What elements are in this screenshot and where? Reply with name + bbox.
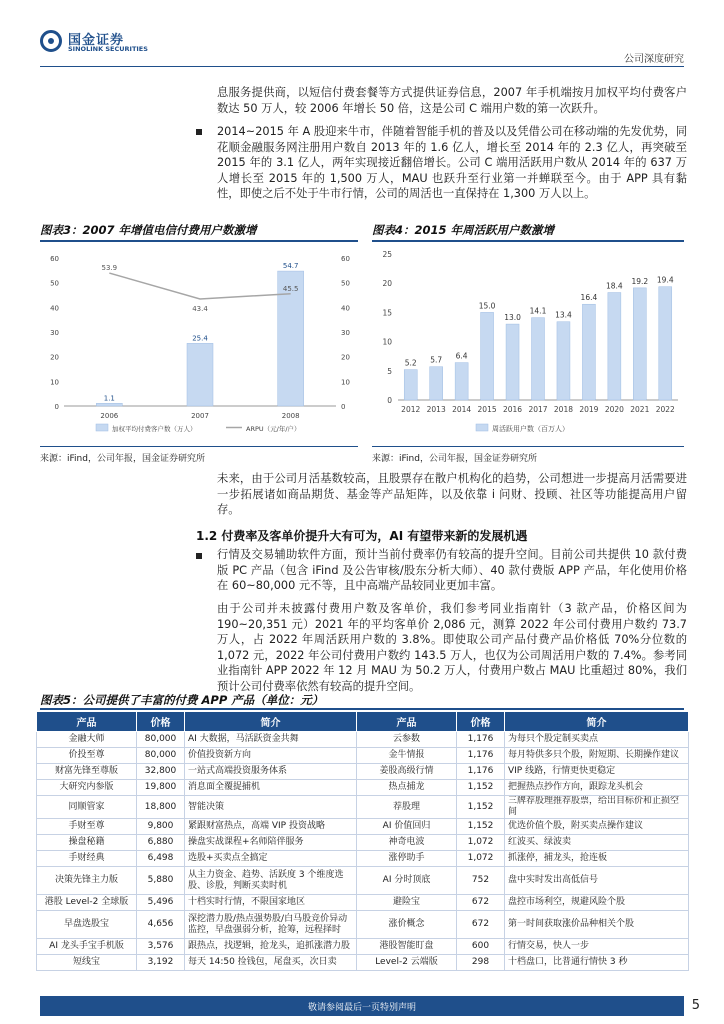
line-data-label: 53.9 [101, 264, 118, 273]
figure-3-title: 图表3：2007 年增值电信付费用户数激增 [40, 223, 257, 237]
bar [455, 363, 468, 400]
table-row [37, 748, 689, 764]
y-left-tick-label: 10 [50, 378, 59, 387]
product-name: 决策先锋主力版 [37, 867, 137, 895]
product-description: 智能决策 [185, 796, 357, 819]
body-paragraph-4: 行情及交易辅助软件方面，预计当前付费率仍有较高的提升空间。目前公司共提供 10 款付费版 PC 产品（包含 iFind 及公告审核/股东分析大师）、40 款付费版 APP 产品，年化使用价格在 60~80,000 元不等，且中高端产品较同业更加丰富。 [217, 548, 687, 592]
y-right-tick-label: 20 [341, 353, 350, 362]
x-tick-label: 2016 [502, 405, 523, 414]
y-left-tick-label: 20 [50, 353, 59, 362]
figure-5-title: 图表5：公司提供了丰富的付费 APP 产品（单位：元） [40, 693, 324, 707]
product-price: 672 [457, 895, 505, 911]
x-tick-label: 2017 [528, 405, 548, 414]
line-data-label: 45.5 [282, 284, 299, 293]
product-name: 避险宝 [357, 895, 457, 911]
x-tick-label: 2006 [100, 412, 119, 420]
body-paragraph-3: 未来，由于公司月活基数较高，且股票存在散户机构化的趋势，公司想进一步提高月活需要进一步拓展诸如商品期货、基金等产品矩阵，以及依靠 i 问财、投顾、社区等功能提高用户留存。 [217, 472, 687, 516]
product-description: 优选价值个股，附买卖点操作建议 [505, 819, 689, 835]
table-row [37, 835, 689, 851]
product-price: 1,176 [457, 732, 505, 748]
table-row [37, 955, 689, 971]
bar [557, 322, 570, 400]
product-name: 涨停助手 [357, 851, 457, 867]
line-data-label: 43.4 [192, 304, 208, 313]
table-row [37, 911, 689, 939]
y-left-tick-label: 40 [50, 304, 59, 313]
logo-english-name: SINOLINK SECURITIES [68, 45, 148, 53]
y-right-tick-label: 30 [341, 329, 350, 337]
product-description: 操盘实战课程+名师陪伴服务 [185, 835, 357, 851]
bar-data-label: 14.1 [529, 306, 547, 316]
y-right-tick-label: 60 [341, 255, 350, 263]
figure-3-source: 来源：iFind，公司年报，国金证券研究所 [40, 454, 205, 464]
product-description: 跟热点，找逻辑，抢龙头，追抓涨潜力股 [185, 939, 357, 955]
product-description: 选股+买卖点全搞定 [185, 851, 357, 867]
product-description: 为每只个股定制买卖点 [505, 732, 689, 748]
product-price: 1,152 [457, 796, 505, 819]
product-price: 4,656 [137, 911, 185, 939]
table-row [37, 939, 689, 955]
product-name: 财富先锋至尊版 [37, 764, 137, 780]
product-description: 第一时间获取涨价品种相关个股 [505, 911, 689, 939]
product-description: 盘控市场利空，规避风险个股 [505, 895, 689, 911]
product-name: 大研究内参版 [37, 780, 137, 796]
bar-data-label: 16.4 [580, 293, 598, 303]
y-tick-label: 20 [382, 279, 392, 289]
legend-label: 周活跃用户数（百万人） [492, 425, 569, 433]
product-name: 金牛情报 [357, 748, 457, 764]
legend-bar-label: 加权平均付费客户数（万人） [112, 425, 197, 433]
header-divider [40, 66, 684, 67]
product-name: 神奇电波 [357, 835, 457, 851]
product-description: 行情交易，快人一步 [505, 939, 689, 955]
sinolink-logo-icon [40, 30, 62, 52]
y-right-tick-label: 50 [341, 279, 350, 288]
header-product: 产品 [37, 712, 137, 732]
x-tick-label: 2020 [604, 405, 624, 414]
page-header [0, 0, 724, 70]
y-left-tick-label: 60 [50, 255, 59, 263]
product-price: 9,800 [137, 819, 185, 835]
bar-data-label: 19.2 [631, 276, 649, 286]
bar [532, 318, 545, 400]
sinolink-logo [40, 30, 170, 54]
bar-data-label: 1.1 [103, 394, 115, 403]
product-name: 手财经典 [37, 851, 137, 867]
product-description: 红波买、绿波卖 [505, 835, 689, 851]
bar-data-label: 5.7 [430, 355, 443, 365]
y-left-tick-label: 30 [50, 329, 59, 337]
product-price: 19,800 [137, 780, 185, 796]
bar [404, 370, 417, 400]
y-tick-label: 15 [382, 308, 392, 318]
section-title: 1.2 付费率及客单价提升大有可为，AI 有望带来新的发展机遇 [196, 529, 528, 543]
bar-data-label: 13.4 [555, 310, 572, 320]
table-header-row [37, 712, 689, 732]
table-row [37, 819, 689, 835]
figure-5-rule [40, 708, 684, 710]
product-price: 80,000 [137, 748, 185, 764]
product-description: AI 大数据，马活跃资金共舞 [185, 732, 357, 748]
product-description: 消息面全覆捉捕机 [185, 780, 357, 796]
product-price: 1,072 [457, 835, 505, 851]
product-price: 3,192 [137, 955, 185, 971]
body-paragraph-5: 由于公司并未披露付费用户数及客单价，我们参考同业指南针（3 款产品，价格区间为 190~20,351 元）2021 年的平均客单价 2,086 元，测算 2022 年公司付费用户数约 73.7 万人，占 2022 年周活跃用户数的 3.8%。即使取公司产品付费产品价格低 70%分位数的 1,072 元，2022 年公司付费用户数约 143.5 万人，也仅为公司周活用户数的 7.4%。参考同业指南针 APP 2022 年 12 月 MAU 为 50.2 万人，付费用户数占 MAU 比重超过 80%，我们预计公司付费率依然有较高的提升空间。 [217, 602, 687, 693]
page-number: 5 [691, 998, 700, 1013]
product-price: 1,176 [457, 764, 505, 780]
product-description: 十档盘口，比普通行情快 3 秒 [505, 955, 689, 971]
product-price: 3,576 [137, 939, 185, 955]
product-name: 云参数 [357, 732, 457, 748]
product-price: 298 [457, 955, 505, 971]
bar-data-label: 6.4 [455, 351, 468, 361]
document-type: 公司深度研究 [624, 54, 684, 65]
bar-data-label: 25.4 [192, 334, 208, 343]
x-tick-label: 2007 [191, 412, 209, 420]
product-price: 672 [457, 911, 505, 939]
intro-paragraph-2: 2014~2015 年 A 股迎来牛市，伴随着智能手机的普及以及凭借公司在移动端的先发优势，同花顺金融服务网注册用户数自 2013 年的 1.6 亿人，增长至 2014 年的 2.3 亿人，再突破至 2015 年的 3.1 亿人，两年实现接近翻倍增长。公司 C 端用活跃用户数从 2014 年的 637 万人增长至 2015 年的 1,500 万人，MAU 也跃升至行业第一并蝉联至今。由于 APP 具有黏性，即使之后不处于牛市行情，公司的周活也一直保持在 1,300 万人以上。 [217, 125, 687, 200]
figure-4-bottom-rule [372, 446, 684, 447]
product-price: 6,880 [137, 835, 185, 851]
legend-line-label: ARPU（元/年/户） [246, 425, 301, 433]
product-name: 涨价概念 [357, 911, 457, 939]
y-right-tick-label: 0 [341, 403, 346, 411]
y-right-tick-label: 10 [341, 378, 350, 387]
bullet-marker [196, 129, 202, 135]
x-tick-label: 2008 [281, 412, 300, 420]
bar [430, 367, 443, 400]
product-description: 每天 14:50 捡钱包，尾盘买，次日卖 [185, 955, 357, 971]
product-description: 价值投资新方向 [185, 748, 357, 764]
y-tick-label: 0 [387, 396, 392, 405]
x-tick-label: 2013 [426, 405, 446, 414]
x-tick-label: 2012 [401, 405, 421, 414]
product-price: 6,498 [137, 851, 185, 867]
header-description: 简介 [185, 712, 357, 732]
product-price: 1,152 [457, 819, 505, 835]
figure-4-rule [372, 240, 684, 242]
product-price: 600 [457, 939, 505, 955]
product-table [36, 711, 689, 971]
x-tick-label: 2015 [477, 405, 497, 414]
product-price: 1,072 [457, 851, 505, 867]
product-name: 操盘秘籍 [37, 835, 137, 851]
product-description: 深挖潜力股/热点强势股/白马股竞价异动监控，早盘强弱分析，抢筹，远程择时 [185, 911, 357, 939]
bar-data-label: 5.2 [404, 358, 417, 368]
figure-3-rule [40, 240, 358, 242]
figure-3-chart [36, 244, 360, 446]
header-price: 价格 [457, 712, 505, 732]
table-row [37, 895, 689, 911]
product-name: AI 龙头手宝手机版 [37, 939, 137, 955]
product-name: 金融大师 [37, 732, 137, 748]
legend-swatch [476, 424, 488, 431]
figure-3-bottom-rule [40, 446, 358, 447]
product-description: 一站式高端投资服务体系 [185, 764, 357, 780]
bar-data-label: 18.4 [606, 281, 623, 291]
legend-bar-swatch [96, 424, 108, 431]
bar [506, 324, 519, 400]
bullet-marker [196, 553, 202, 559]
table-row [37, 780, 689, 796]
figure-4-source: 来源：iFind，公司年报，国金证券研究所 [372, 454, 537, 464]
product-name: 姜股高级行情 [357, 764, 457, 780]
product-name: 港股 Level-2 全球版 [37, 895, 137, 911]
product-description: 把握热点抄作方向，跟踪龙头机会 [505, 780, 689, 796]
product-description: 盘中实时发出高低信号 [505, 867, 689, 895]
bar [481, 312, 494, 400]
figure-4-title: 图表4：2015 年周活跃用户数激增 [372, 223, 555, 237]
product-description: 紧跟财富热点，高端 VIP 投资战略 [185, 819, 357, 835]
bar [633, 288, 646, 400]
bar [659, 287, 672, 400]
product-name: 热点捕龙 [357, 780, 457, 796]
table-row [37, 732, 689, 748]
y-tick-label: 10 [382, 337, 392, 347]
product-description: VIP 线路，行情更快更稳定 [505, 764, 689, 780]
product-name: 港股智能盯盘 [357, 939, 457, 955]
x-tick-label: 2021 [630, 405, 650, 414]
product-price: 32,800 [137, 764, 185, 780]
product-description: 从主力资金、趋势、活跃度 3 个维度选股、诊股，判断买卖时机 [185, 867, 357, 895]
table-row [37, 851, 689, 867]
table-row [37, 867, 689, 895]
figure-4-chart [368, 244, 688, 446]
product-name: AI 价值回归 [357, 819, 457, 835]
product-price: 80,000 [137, 732, 185, 748]
bar [608, 293, 621, 400]
bar [582, 304, 595, 400]
header-description: 简介 [505, 712, 689, 732]
table-row [37, 796, 689, 819]
product-price: 5,880 [137, 867, 185, 895]
intro-paragraph-1: 息服务提供商，以短信付费套餐等方式提供证券信息，2007 年手机端按月加权平均付费客户数达 50 万人，较 2006 年增长 50 倍，这是公司 C 端用户数的第一次跃升。 [217, 86, 687, 115]
product-name: 早盘选股宝 [37, 911, 137, 939]
bar-data-label: 15.0 [478, 301, 496, 311]
product-description: 三牌荐股理推荐股票，给出目标价和止损空间 [505, 796, 689, 819]
product-name: 荐股理 [357, 796, 457, 819]
product-name: 同顺管家 [37, 796, 137, 819]
product-price: 752 [457, 867, 505, 895]
arpu-line [109, 273, 290, 299]
product-name: Level-2 云端版 [357, 955, 457, 971]
product-price: 1,152 [457, 780, 505, 796]
header-product: 产品 [357, 712, 457, 732]
product-description: 每月特供多只个股，附短期、长期操作建议 [505, 748, 689, 764]
y-right-tick-label: 40 [341, 304, 350, 313]
product-name: 手财至尊 [37, 819, 137, 835]
product-name: 短线宝 [37, 955, 137, 971]
y-tick-label: 5 [387, 366, 392, 376]
logo-chinese-name: 国金证券 [68, 33, 125, 48]
x-tick-label: 2019 [579, 405, 599, 414]
y-left-tick-label: 0 [54, 403, 59, 411]
x-tick-label: 2014 [452, 405, 472, 414]
header-price: 价格 [137, 712, 185, 732]
product-price: 1,176 [457, 748, 505, 764]
y-left-tick-label: 50 [50, 279, 59, 288]
x-tick-label: 2018 [553, 405, 574, 414]
table-row [37, 764, 689, 780]
x-tick-label: 2022 [655, 405, 675, 414]
bar [96, 403, 122, 406]
bar-data-label: 19.4 [656, 275, 674, 285]
product-description: 抓涨停，捕龙头，抢连板 [505, 851, 689, 867]
bar [187, 343, 213, 406]
product-price: 18,800 [137, 796, 185, 819]
bar-data-label: 13.0 [504, 313, 521, 323]
product-name: 价投至尊 [37, 748, 137, 764]
product-description: 十档实时行情，不限国家地区 [185, 895, 357, 911]
y-tick-label: 25 [382, 250, 392, 259]
footer-disclaimer: 敬请参阅最后一页特别声明 [307, 1003, 416, 1013]
bar-data-label: 54.7 [282, 262, 299, 271]
product-name: AI 分时顶底 [357, 867, 457, 895]
product-price: 5,496 [137, 895, 185, 911]
